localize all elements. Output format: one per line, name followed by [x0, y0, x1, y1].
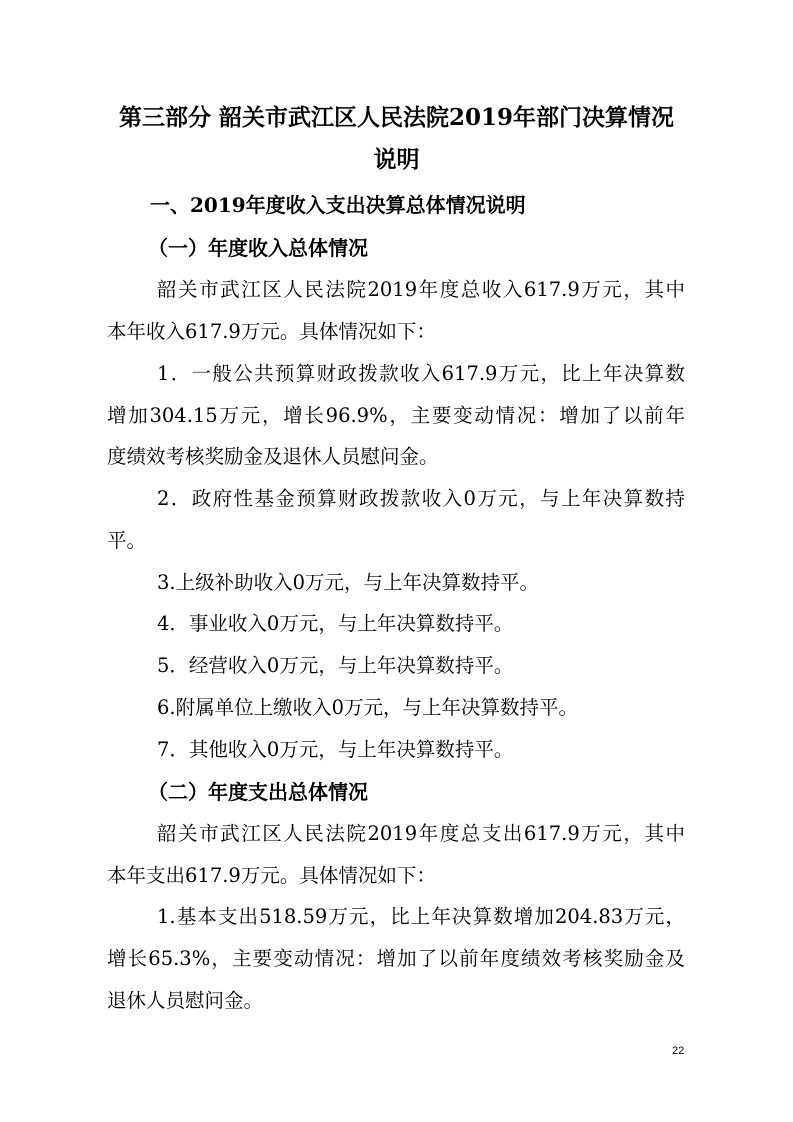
income-item-6: 6.附属单位上缴收入0万元，与上年决算数持平。	[157, 696, 579, 719]
page-number: 22	[672, 1045, 685, 1057]
expense-paragraph-line: 韶关市武江区人民法院2019年度总支出617.9万元，其中	[157, 822, 685, 845]
income-item-4: 4．事业收入0万元，与上年决算数持平。	[157, 612, 514, 635]
expense-subheading: （二）年度支出总体情况	[148, 780, 368, 804]
document-title-line-2: 说明	[373, 146, 420, 173]
income-item-2-line: 2．政府性基金预算财政拨款收入0万元，与上年决算数持	[157, 487, 685, 510]
income-subheading: （一）年度收入总体情况	[148, 236, 368, 260]
income-item-3: 3.上级补助收入0万元，与上年决算数持平。	[157, 571, 540, 594]
income-paragraph-line: 韶关市武江区人民法院2019年度总收入617.9万元，其中	[157, 278, 685, 301]
income-item-2-line: 平。	[107, 529, 147, 552]
expense-item-1-line: 1.基本支出518.59万元，比上年决算数增加204.83万元，	[157, 905, 685, 928]
income-item-1-line: 增加304.15万元，增长96.9%，主要变动情况：增加了以前年	[107, 404, 685, 427]
income-paragraph-line: 本年收入617.9万元。具体情况如下：	[107, 320, 436, 343]
income-item-7: 7．其他收入0万元，与上年决算数持平。	[157, 738, 514, 761]
document-title-line-1: 第三部分 韶关市武江区人民法院2019年部门决算情况	[118, 104, 675, 131]
expense-item-1-line: 增长65.3%，主要变动情况：增加了以前年度绩效考核奖励金及	[107, 947, 685, 970]
income-item-5: 5．经营收入0万元，与上年决算数持平。	[157, 654, 514, 677]
section-heading: 一、2019年度收入支出决算总体情况说明	[150, 193, 526, 217]
income-item-1-line: 度绩效考核奖励金及退休人员慰问金。	[107, 445, 439, 468]
expense-paragraph-line: 本年支出617.9万元。具体情况如下：	[107, 864, 436, 887]
income-item-1-line: 1．一般公共预算财政拨款收入617.9万元，比上年决算数	[157, 362, 685, 385]
expense-item-1-line: 退休人员慰问金。	[107, 989, 264, 1012]
